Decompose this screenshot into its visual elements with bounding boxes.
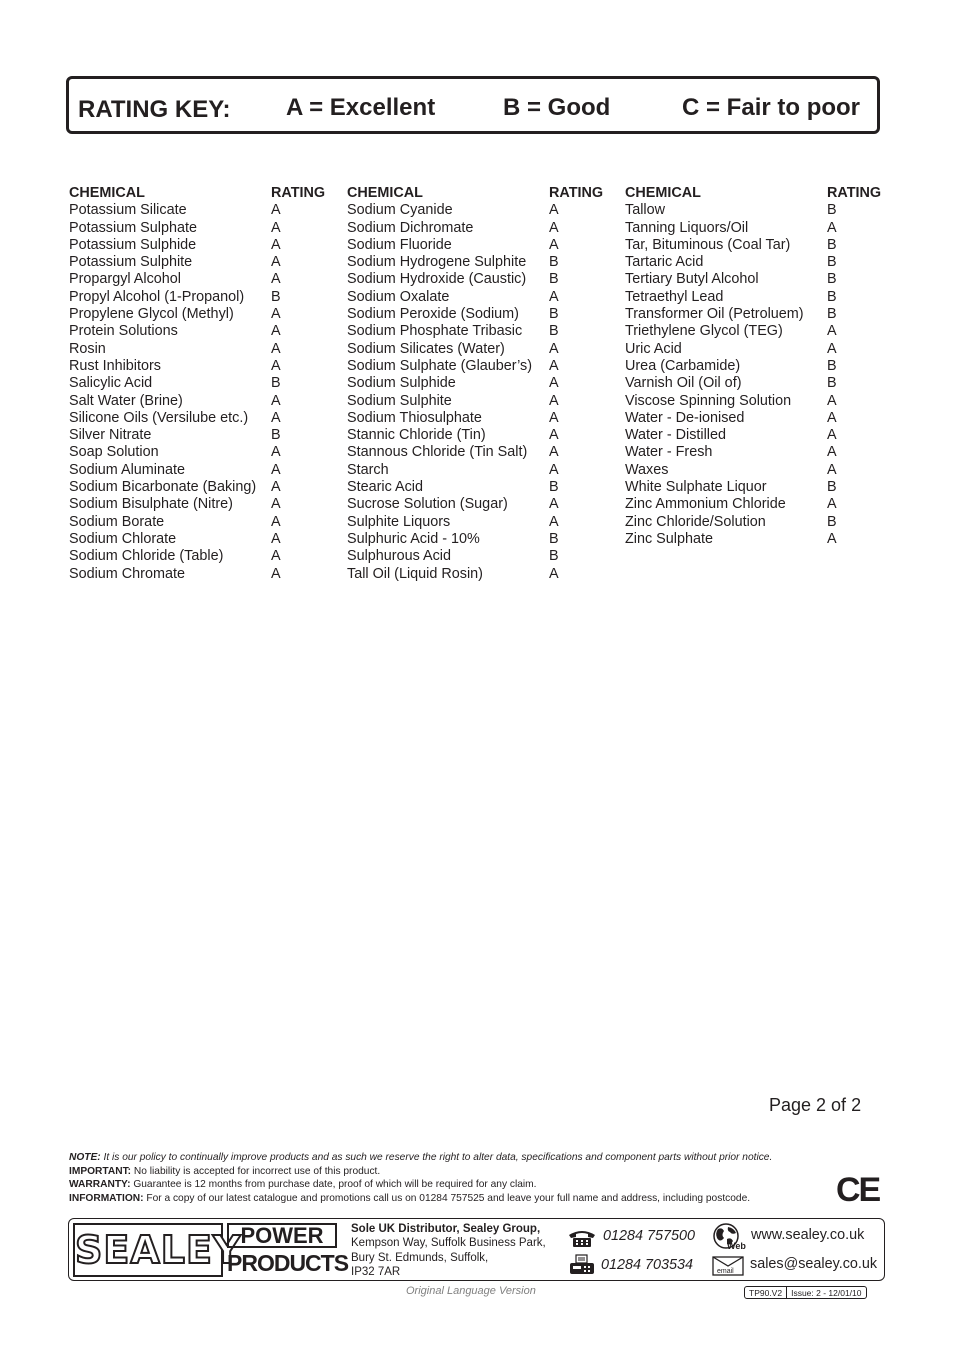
chemical-rating: A	[271, 565, 281, 582]
chemical-name: Sodium Peroxide (Sodium)	[347, 306, 519, 323]
chemical-rating: B	[271, 375, 281, 392]
chemical-name: Viscose Spinning Solution	[625, 392, 792, 409]
rating-header: RATING	[827, 185, 882, 201]
chemical-name: White Sulphate Liquor	[625, 479, 767, 496]
globe-icon	[712, 1223, 748, 1256]
chemical-name: Stannic Chloride (Tin)	[347, 427, 486, 444]
chemical-row	[347, 236, 559, 254]
chemical-rating: A	[549, 565, 559, 582]
chemical-row	[347, 357, 559, 375]
rating-key-c: C = Fair to poor	[682, 94, 861, 121]
chemical-name: Sodium Fluoride	[347, 236, 452, 253]
chemical-rating: A	[271, 479, 281, 496]
chemical-row	[69, 427, 281, 444]
chemical-name: Zinc Ammonium Chloride	[625, 496, 786, 513]
chemical-rating: B	[827, 375, 837, 392]
chemical-rating: B	[549, 306, 559, 323]
chemical-row	[69, 254, 281, 271]
chemical-row	[625, 444, 837, 461]
chemical-rating: A	[549, 392, 559, 409]
chemical-row	[69, 479, 281, 496]
chemical-row	[347, 219, 559, 237]
chemical-row	[625, 254, 837, 271]
chemical-header: CHEMICAL	[625, 185, 701, 201]
chemical-row	[347, 340, 559, 358]
chemical-rating: A	[271, 461, 281, 478]
chemical-name: Sucrose Solution (Sugar)	[347, 496, 508, 513]
fax-number: 01284 703534	[601, 1257, 694, 1273]
chemical-name: Sodium Aluminate	[69, 461, 185, 478]
chemical-rating: A	[549, 357, 559, 374]
power-logo: POWER	[227, 1223, 337, 1248]
warranty-line	[69, 1178, 772, 1192]
chemical-row	[625, 219, 837, 237]
chemical-name: Sodium Borate	[69, 513, 165, 530]
chemical-row	[625, 496, 837, 513]
chemical-rating: A	[271, 202, 281, 219]
chemical-row	[347, 409, 559, 427]
chemical-row	[69, 288, 281, 306]
chemical-rating: A	[549, 340, 559, 357]
chemical-rating: A	[271, 236, 281, 253]
chemical-row	[347, 530, 559, 548]
sealey-logo: SEALEY	[73, 1223, 223, 1277]
chemical-row	[347, 496, 559, 513]
chemical-rating: A	[827, 323, 837, 340]
chemical-rating: A	[549, 427, 559, 444]
chemical-rating: B	[549, 548, 559, 565]
chemical-rating: A	[271, 340, 281, 357]
chemical-name: Sulphurous Acid	[347, 548, 452, 565]
important-text: No liability is accepted for incorrect use of this product.	[131, 1165, 381, 1177]
chemical-rating: A	[827, 409, 837, 426]
envelope-icon	[712, 1256, 744, 1281]
chemical-rating: A	[827, 427, 837, 444]
ce-mark: CE	[836, 1171, 880, 1209]
chemical-name: Uric Acid	[625, 340, 682, 357]
page-number: Page 2 of 2	[769, 1095, 862, 1115]
chemical-name: Sodium Bicarbonate (Baking)	[69, 479, 257, 496]
chemical-column-2	[347, 185, 604, 583]
chemical-row	[69, 323, 281, 340]
chemical-row	[69, 530, 281, 548]
information-label: INFORMATION:	[69, 1192, 144, 1204]
chemical-rating: A	[271, 409, 281, 426]
chemical-rating: B	[827, 357, 837, 374]
chemical-name: Waxes	[625, 461, 669, 478]
chemical-name: Water - De-ionised	[625, 409, 745, 426]
chemical-name: Potassium Sulphite	[69, 254, 193, 271]
chemical-row	[347, 202, 559, 219]
chemical-rating: B	[549, 271, 559, 288]
chemical-rating: A	[827, 219, 837, 236]
chemical-name: Sodium Oxalate	[347, 288, 450, 305]
chemical-row	[347, 565, 559, 583]
column-header-row	[625, 185, 882, 202]
chemical-row	[69, 392, 281, 410]
chemical-rating: B	[549, 479, 559, 496]
chemical-name: Starch	[347, 461, 389, 478]
chemical-name: Potassium Silicate	[69, 202, 187, 219]
chemical-row	[625, 479, 837, 496]
chemical-name: Tartaric Acid	[625, 254, 704, 271]
chemical-name: Sulphite Liquors	[347, 513, 451, 530]
chemical-rating: A	[549, 444, 559, 461]
chemical-rating: A	[549, 375, 559, 392]
telephone-icon	[567, 1228, 597, 1253]
chemical-rating: B	[271, 288, 281, 305]
chemical-row	[69, 236, 281, 254]
chemical-row	[69, 202, 281, 219]
chemical-name: Silicone Oils (Versilube etc.)	[69, 409, 249, 426]
chemical-row	[625, 409, 837, 427]
chemical-row	[69, 219, 281, 237]
chemical-name: Propyl Alcohol (1-Propanol)	[69, 288, 245, 305]
chemical-name: Zinc Chloride/Solution	[625, 513, 766, 530]
chemical-row	[625, 306, 837, 323]
chemical-rating: A	[271, 323, 281, 340]
chemical-row	[625, 427, 837, 444]
chemical-rating: B	[827, 288, 837, 305]
chemical-rating: A	[549, 496, 559, 513]
chemical-name: Tall Oil (Liquid Rosin)	[347, 565, 483, 582]
fax-icon	[569, 1254, 595, 1281]
chemical-name: Sulphuric Acid - 10%	[347, 530, 480, 547]
chemical-rating: B	[827, 202, 837, 219]
chemical-row	[347, 288, 559, 306]
chemical-rating: B	[827, 479, 837, 496]
column-header-row	[69, 185, 326, 202]
chemical-column-1	[69, 185, 326, 583]
chemical-row	[347, 513, 559, 531]
chemical-name: Propargyl Alcohol	[69, 271, 181, 288]
chemical-rating: A	[827, 340, 837, 357]
chemical-row	[69, 513, 281, 531]
chemical-name: Sodium Hydrogene Sulphite	[347, 254, 527, 271]
chemical-row	[69, 496, 281, 513]
chemical-name: Tanning Liquors/Oil	[625, 219, 749, 236]
chemical-row	[625, 357, 837, 375]
chemical-row	[347, 444, 559, 461]
chemical-name: Sodium Chlorate	[69, 530, 177, 547]
chemical-name: Rosin	[69, 340, 106, 357]
chemical-rating: A	[549, 236, 559, 253]
rating-key-title: RATING KEY:	[78, 96, 231, 123]
chemical-rating: A	[271, 444, 281, 461]
chemical-name: Sodium Sulphate (Glauber’s)	[347, 357, 533, 374]
note-text: It is our policy to continually improve products and as such we reserve the right to alter data, specifications and component parts without prior notice.	[100, 1152, 773, 1163]
chemical-rating: A	[271, 496, 281, 513]
chemical-name: Salicylic Acid	[69, 375, 153, 392]
rating-key-a: A = Excellent	[286, 94, 436, 121]
rating-key-b: B = Good	[503, 94, 611, 121]
chemical-name: Stannous Chloride (Tin Salt)	[347, 444, 528, 461]
chemical-name: Sodium Bisulphate (Nitre)	[69, 496, 233, 513]
phone-number: 01284 757500	[603, 1228, 696, 1244]
chemical-row	[625, 323, 837, 340]
chemical-name: Sodium Phosphate Tribasic	[347, 323, 523, 340]
chemical-rating: A	[271, 548, 281, 565]
chemical-row	[69, 461, 281, 479]
footer-box	[68, 1218, 885, 1281]
chemical-rating: A	[549, 219, 559, 236]
chemical-rating: A	[827, 530, 837, 547]
warranty-text: Guarantee is 12 months from purchase date, proof of which will be required for any claim.	[130, 1179, 537, 1191]
chemical-row	[347, 548, 559, 565]
chemical-header: CHEMICAL	[347, 185, 423, 201]
chemical-name: Sodium Chromate	[69, 565, 185, 582]
chemical-row	[347, 254, 559, 271]
chemical-row	[69, 444, 281, 461]
distributor-name: Sole UK Distributor, Sealey Group,	[351, 1223, 541, 1235]
doc-code: TP90.V2	[749, 1288, 783, 1298]
note-label: NOTE:	[69, 1152, 101, 1163]
chemical-name: Varnish Oil (Oil of)	[625, 375, 742, 392]
chemical-row	[69, 357, 281, 375]
column-header-row	[347, 185, 604, 202]
chemical-name: Stearic Acid	[347, 479, 423, 496]
chemical-rating: A	[271, 219, 281, 236]
products-logo: PRODUCTS	[227, 1250, 349, 1276]
chemical-row	[625, 461, 837, 479]
chemical-rating: A	[549, 409, 559, 426]
chemical-rating: B	[271, 427, 281, 444]
chemical-name: Sodium Hydroxide (Caustic)	[347, 271, 527, 288]
chemical-rating: B	[549, 323, 559, 340]
notes-block	[69, 1151, 772, 1205]
chemical-row	[69, 548, 281, 565]
chemical-name: Sodium Sulphite	[347, 392, 452, 409]
chemical-rating: A	[549, 513, 559, 530]
website-link[interactable]: www.sealey.co.uk	[751, 1227, 865, 1243]
chemical-row	[625, 530, 837, 548]
chemical-row	[347, 375, 559, 392]
address-line-3: IP32 7AR	[351, 1265, 401, 1278]
chemical-row	[625, 288, 837, 306]
chemical-row	[625, 236, 837, 254]
chemical-name: Triethylene Glycol (TEG)	[625, 323, 783, 340]
original-language-note: Original Language Version	[406, 1285, 536, 1297]
email-link[interactable]: sales@sealey.co.uk	[750, 1256, 878, 1272]
chemical-row	[69, 271, 281, 288]
chemical-name: Sodium Silicates (Water)	[347, 340, 505, 357]
address-line-1: Kempson Way, Suffolk Business Park,	[351, 1237, 546, 1250]
chemical-row	[625, 392, 837, 410]
chemical-rating: A	[271, 271, 281, 288]
chemical-name: Tar, Bituminous (Coal Tar)	[625, 236, 791, 253]
chemical-row	[625, 271, 837, 288]
important-line	[69, 1165, 772, 1179]
chemical-rating: A	[549, 202, 559, 219]
chemical-rating: B	[549, 530, 559, 547]
chemical-name: Sodium Dichromate	[347, 219, 474, 236]
chemical-name: Sodium Sulphide	[347, 375, 456, 392]
chemical-rating: A	[827, 392, 837, 409]
chemical-row	[347, 323, 559, 340]
document-reference	[744, 1286, 867, 1299]
chemical-name: Soap Solution	[69, 444, 159, 461]
chemical-rating: B	[827, 306, 837, 323]
chemical-name: Rust Inhibitors	[69, 357, 161, 374]
note-line	[69, 1151, 772, 1165]
issue-date: Issue: 2 - 12/01/10	[786, 1287, 865, 1298]
chemical-rating: B	[827, 254, 837, 271]
chemical-rating: B	[827, 271, 837, 288]
chemical-name: Water - Distilled	[625, 427, 727, 444]
chemical-rating: A	[549, 288, 559, 305]
chemical-name: Sodium Cyanide	[347, 202, 453, 219]
chemical-rating: A	[271, 357, 281, 374]
chemical-name: Protein Solutions	[69, 323, 178, 340]
chemical-name: Urea (Carbamide)	[625, 357, 741, 374]
chemical-name: Sodium Thiosulphate	[347, 409, 482, 426]
chemical-name: Sodium Chloride (Table)	[69, 548, 224, 565]
chemical-header: CHEMICAL	[69, 185, 145, 201]
chemical-row	[69, 409, 281, 427]
warranty-label: WARRANTY:	[69, 1179, 131, 1191]
chemical-name: Potassium Sulphide	[69, 236, 197, 253]
chemical-row	[69, 306, 281, 323]
chemical-name: Silver Nitrate	[69, 427, 152, 444]
web-icon-label: Web	[727, 1241, 746, 1251]
chemical-rating: A	[827, 444, 837, 461]
chemical-row	[625, 202, 837, 219]
chemical-name: Propylene Glycol (Methyl)	[69, 306, 234, 323]
chemical-name: Zinc Sulphate	[625, 530, 713, 547]
important-label: IMPORTANT:	[69, 1165, 132, 1177]
chemical-name: Transformer Oil (Petroluem)	[625, 306, 804, 323]
chemical-rating: A	[827, 496, 837, 513]
email-icon-label: email	[717, 1268, 734, 1275]
chemical-row	[347, 306, 559, 323]
chemical-row	[347, 427, 559, 444]
chemical-name: Tallow	[625, 202, 665, 219]
chemical-column-3	[625, 185, 882, 548]
chemical-name: Salt Water (Brine)	[69, 392, 183, 409]
chemical-name: Tertiary Butyl Alcohol	[625, 271, 759, 288]
chemical-name: Water - Fresh	[625, 444, 713, 461]
information-text: For a copy of our latest catalogue and promotions call us on 01284 757525 and leave your full name and address, including postcode.	[143, 1192, 751, 1204]
information-line	[69, 1192, 772, 1206]
chemical-row	[347, 392, 559, 410]
chemical-rating: A	[271, 392, 281, 409]
chemical-rating: A	[271, 306, 281, 323]
rating-header: RATING	[271, 185, 326, 201]
chemical-row	[69, 375, 281, 392]
chemical-rating: A	[271, 513, 281, 530]
chemical-row	[347, 461, 559, 479]
chemical-name: Potassium Sulphate	[69, 219, 197, 236]
chemical-row	[69, 565, 281, 583]
rating-key-box	[66, 76, 880, 134]
chemical-rating: A	[827, 461, 837, 478]
chemical-rating: A	[271, 530, 281, 547]
chemical-row	[625, 375, 837, 392]
chemical-rating: B	[827, 513, 837, 530]
distributor-address	[351, 1222, 546, 1279]
chemical-row	[347, 271, 559, 288]
address-line-2: Bury St. Edmunds, Suffolk,	[351, 1251, 489, 1264]
chemical-rating: A	[271, 254, 281, 271]
chemical-row	[347, 479, 559, 496]
chemical-row	[625, 513, 837, 531]
chemical-rating: A	[549, 461, 559, 478]
chemical-row	[625, 340, 837, 358]
chemical-name: Tetraethyl Lead	[625, 288, 724, 305]
chemical-row	[69, 340, 281, 358]
rating-header: RATING	[549, 185, 604, 201]
chemical-rating: B	[827, 236, 837, 253]
chemical-rating: B	[549, 254, 559, 271]
